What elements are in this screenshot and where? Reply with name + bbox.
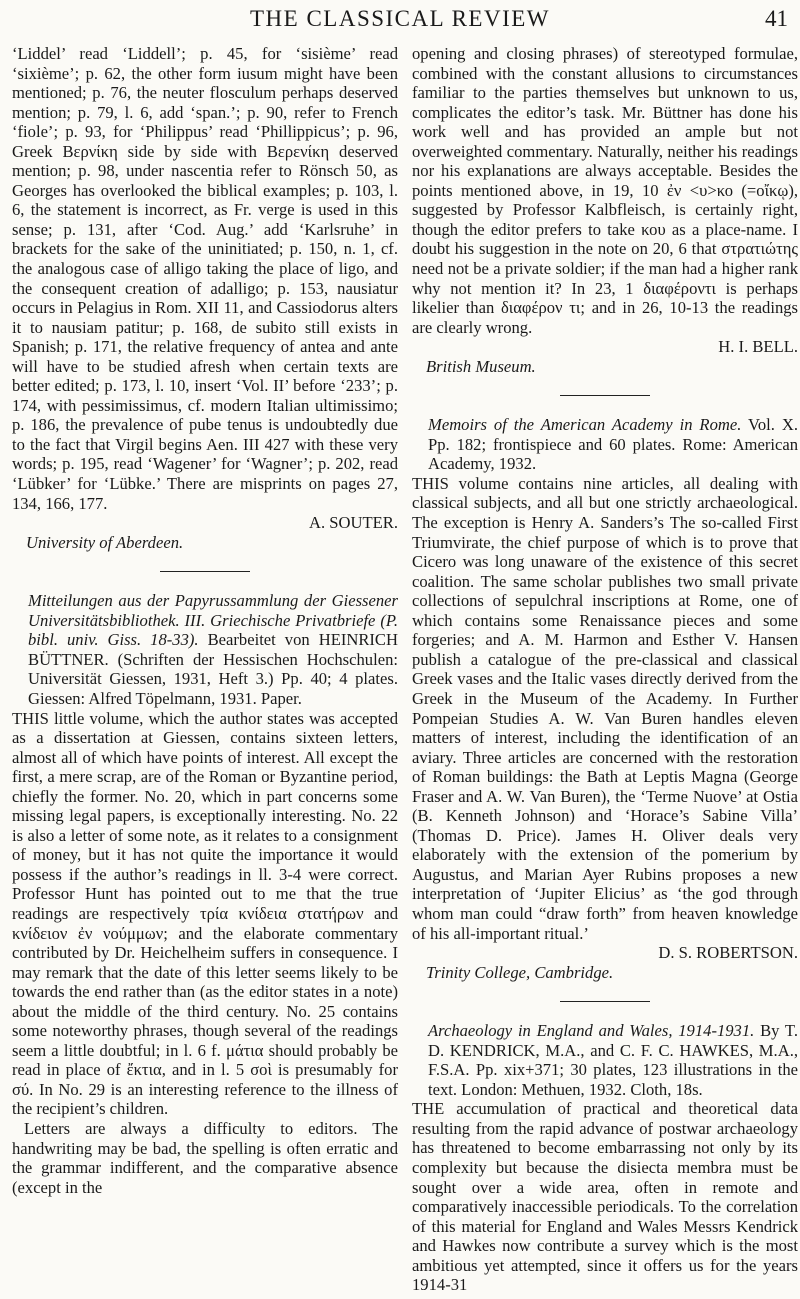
signature-line [412, 943, 798, 963]
review-text: little volume, which the author states was accepted as a dissertation at Giessen, contains sixteen letters, almost all of which have points of interest. All except the first, a mere scrap, are of the Roman or Byzantine period, chiefly the former. No. 20, which in part concerns some missing legal papers, is exceptionally interesting. No. 22 is also a letter of some note, as it relates to a consignment of money, but it has not quite the importance it would possess if the author’s readings in ll. 3-4 were correct. Professor Hunt has pointed out to me that the true readings are respectively τρία κνίδεια στατήρων and κνίδειον ἐν νούμμων; and the elaborate commentary contributed by Dr. Heichelheim suffers in consequence. I may remark that the date of this letter seems likely to be towards the end rather than (as the editor states in a note) about the middle of the third century. No. 25 contains some noteworthy phrases, though several of the readings seem a little doubtful; in l. 6 f. μάτια should probably be read in place of ἔκτια, and in l. 5 σοὶ is presumably for σύ. In No. 29 is an interesting reference to the illness of the recipient’s children. [12, 708, 398, 1119]
right-column [412, 44, 798, 1295]
reviewer-signature: H. I. BELL. [718, 337, 798, 357]
page-header [0, 0, 800, 40]
reviewer-signature: D. S. ROBERTSON. [658, 943, 798, 963]
review-heading [412, 415, 798, 474]
review-text: volume contains nine articles, all dealing with classical subjects, and all but one strictly archaeological. The exception is Henry A. Sanders’s The so-called First Triumvirate, the chief purpose of which is to prove that Cicero was long unaware of the existence of this secret coalition. The same scholar publishes two small private collections of sepulchral inscriptions at Rome, one of which contains some Renaissance pieces and some forgeries; and A. M. Harmon and Esther V. Hansen publish a catalogue of the pre-classical and classical Greek vases and the Italic vases directly derived from the Greek in the Museum of the Academy. In Further Pompeian Studies A. W. Van Buren handles eleven matters of interest, including the identification of an aviary. Three articles are concerned with the restoration of Roman buildings: the Bath at Leptis Magna (George Fraser and A. W. Van Buren), the ‘Terme Nuove’ at Ostia (B. Kenneth Johnson) and ‘Horace’s Sabine Villa’ (Thomas D. Price). James H. Oliver deals very elaborately with the extension of the pomerium by Augustus, and Marian Ayer Rubins proposes a new interpretation of ‘Jupiter Elicius’ as ‘the god through whom man could “draw forth” from heaven knowledge of his all-important ritual.’ [412, 473, 798, 943]
review-paragraph [412, 474, 798, 943]
book-details: Bearbeitet von HEINRICH BÜTTNER. (Schriften der Hessischen Hochschulen: Universität Giessen, 1931, Heft 3.) Pp. 40; 4 plates. Giessen: Alfred Töpelmann, 1931. Paper. [28, 630, 398, 708]
review-heading [412, 1021, 798, 1099]
lead-word: THIS [412, 473, 449, 493]
review-paragraph [12, 709, 398, 1119]
signature-line [12, 513, 398, 533]
left-column [12, 44, 398, 1197]
book-details: Vol. X. Pp. 182; frontispiece and 60 plates. Rome: American Academy, 1932. [428, 415, 798, 474]
continued-review-text: opening and closing phrases) of stereotyped formulae, combined with the constant allusions to circumstances familiar to the parties themselves but unknown to us, complicates the editor’s task. Mr. Büttner has done his work well and has provided an ample but not overweighted commentary. Naturally, neither his readings nor his explanations are always acceptable. Besides the points mentioned above, in 19, 10 ἐν <υ>κο (=οἴκῳ), suggested by Professor Kalbfleisch, is certainly right, though the editor prefers to take κου as a place-name. I doubt his suggestion in the note on 20, 6 that στρατιώτης need not be a private soldier; if the man had a higher rank why not mention it? In 23, 1 διαφέροντι is perhaps likelier than διαφέρον τι; and in 26, 10-13 the readings are clearly wrong. [412, 44, 798, 337]
continued-review-text: ‘Liddel’ read ‘Liddell’; p. 45, for ‘sisième’ read ‘sixième’; p. 62, the other form iusum might have been mentioned; p. 76, the neuter flosculum perhaps deserved mention; p. 79, l. 6, add ‘span.’; p. 90, refer to French ‘fiole’; p. 93, for ‘Philippus’ read ‘Phillippicus’; p. 96, Greek Βερνίκη side by side with Βερενίκη deserved mention; p. 98, under nascentia refer to Rönsch 50, as Georges has overlooked the biblical examples; p. 103, l. 6, the statement is incorrect, as Fr. verge is used in this sense; p. 131, after ‘Cod. Aug.’ add ‘Karlsruhe’ in brackets for the sake of the uninitiated; p. 150, n. 1, cf. the analogous case of alligo taking the place of ligo, and the consequent creation of adalligo; p. 153, nausiatur occurs in Pelagius in Rom. XII 11, and Cassiodorus alters it to nausiam patitur; p. 168, de subito still exists in Spanish; p. 171, the relative frequency of antea and ante will have to be studied afresh when certain texts are better edited; p. 173, l. 10, insert ‘Vol. II’ before ‘233’; p. 174, with pessimissimus, cf. modern Italian ultimissimo; p. 186, the prevalence of pube tenus is undoubtedly due to the fact that Virgil begins Aen. III 427 with these very words; p. 195, read ‘Wagener’ for ‘Wagner’; p. 202, read ‘Lübker’ for ‘Lübke.’ There are misprints on pages 27, 134, 166, 177. [12, 44, 398, 513]
signature-line [412, 337, 798, 357]
lead-word: THIS [12, 708, 49, 728]
lead-word: THE [412, 1099, 445, 1119]
book-title: Memoirs of the American Academy in Rome. [428, 415, 742, 435]
review-text: accumulation of practical and theoretical data resulting from the rapid advance of postwar archaeology has threatened to become embarrassing not only by its complexity but because the disiecta membra must be sought over a wide area, often in remote and comparatively inaccessible periodicals. To the correlation of this material for England and Wales Messrs Kendrick and Hawkes now contribute a survey which is the most ambitious yet attempted, since it offers us for the years 1914-31 [412, 1099, 798, 1295]
section-divider [560, 1001, 650, 1002]
review-heading [12, 591, 398, 708]
reviewer-institution: Trinity College, Cambridge. [426, 962, 614, 982]
book-title: Archaeology in England and Wales, 1914-1931. [428, 1021, 755, 1041]
review-paragraph: Letters are always a difficulty to editors. The handwriting may be bad, the spelling is often erratic and the grammar indifferent, and the comparative absence (except in the [12, 1118, 398, 1197]
book-title: Mitteilungen aus der Papyrussammlung der Giessener Universitätsbibliothek. III. Griechische Privatbriefe (P. bibl. univ. Giss. 18-33). [28, 591, 398, 650]
page-number: 41 [765, 6, 788, 31]
section-divider [160, 571, 250, 572]
section-divider [560, 395, 650, 396]
book-details: By T. D. KENDRICK, M.A., and C. F. C. HAWKES, M.A., F.S.A. Pp. xix+371; 30 plates, 123 illustrations in the text. London: Methuen, 1932. Cloth, 18s. [428, 1021, 798, 1099]
reviewer-signature: A. SOUTER. [309, 513, 398, 533]
review-paragraph [412, 1099, 798, 1294]
running-title: THE CLASSICAL REVIEW [249, 6, 550, 31]
reviewer-institution: University of Aberdeen. [26, 532, 184, 552]
reviewer-institution: British Museum. [426, 356, 536, 376]
